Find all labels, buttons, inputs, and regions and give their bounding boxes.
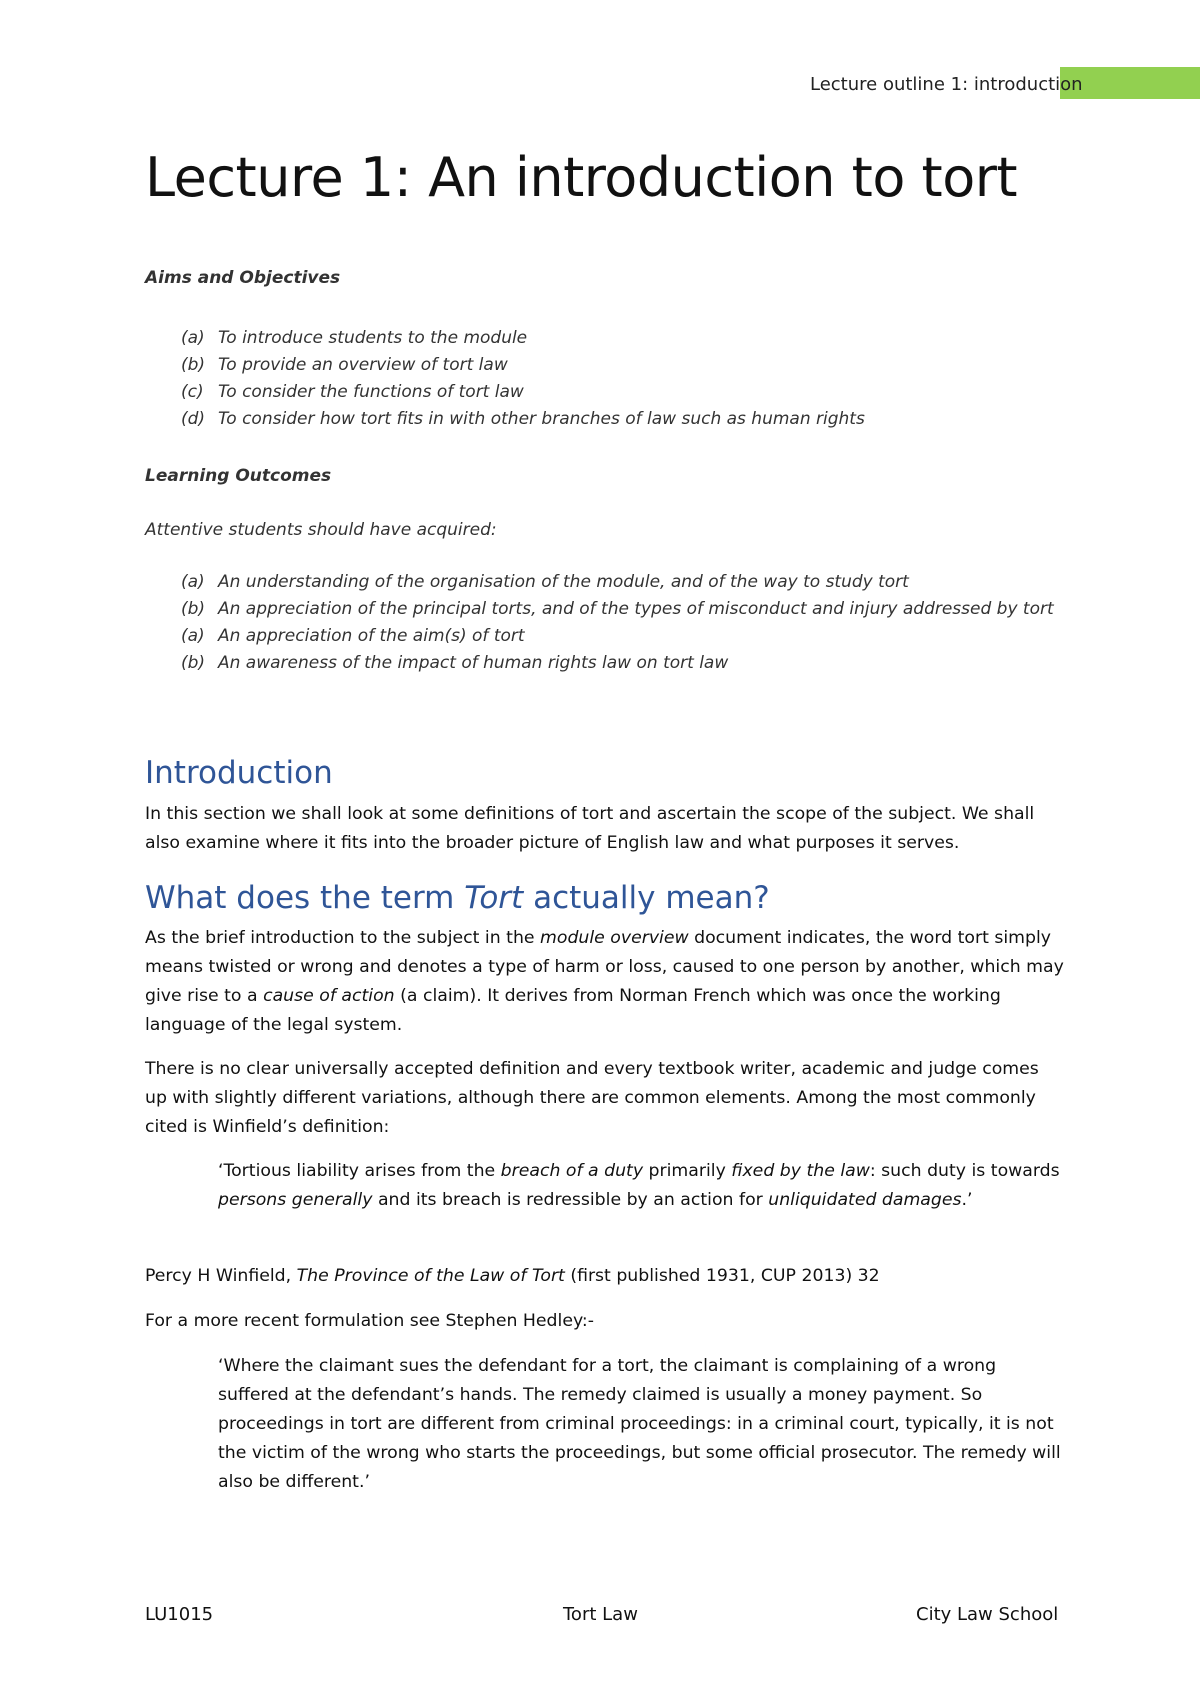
list-item: (c) To consider the functions of tort law (181, 382, 524, 402)
meaning-paragraph-2: There is no clear universally accepted definition and every textbook writer, academic and judge comes up with slightly different variations, although there are common elements. Among the most commonly cited is Winfield’s definition: (145, 1059, 1039, 1137)
outcomes-list (145, 569, 1065, 677)
running-header: Lecture outline 1: introduction (810, 74, 1083, 95)
introduction-heading: Introduction (145, 755, 333, 791)
footer-center: Tort Law (563, 1604, 638, 1625)
list-item: (b) To provide an overview of tort law (181, 355, 508, 375)
hedley-intro: For a more recent formulation see Stephen Hedley:- (145, 1311, 594, 1331)
winfield-citation: Percy H Winfield, The Province of the Law of Tort (first published 1931, CUP 2013) 32 (145, 1266, 880, 1286)
aims-list (145, 325, 1065, 433)
outcomes-intro: Attentive students should have acquired: (145, 520, 497, 540)
aims-heading: Aims and Objectives (145, 268, 341, 288)
meaning-heading: What does the term Tort actually mean? (145, 880, 770, 916)
hedley-quote: ‘Where the claimant sues the defendant for a tort, the claimant is complaining of a wrong suffered at the defendant’s hands. The remedy claimed is usually a money payment. So proceedings in tort are different from criminal proceedings: in a criminal court, typically, it is not the victim of the wrong who starts the proceedings, but some official prosecutor. The remedy will also be different.’ (218, 1356, 1061, 1492)
footer-left: LU1015 (145, 1604, 214, 1625)
winfield-quote: ‘Tortious liability arises from the breach of a duty primarily fixed by the law: such duty is towards persons generally and its breach is redressible by an action for unliquidated damages.’ (218, 1161, 1060, 1210)
list-item: (d) To consider how tort fits in with other branches of law such as human rights (181, 409, 865, 429)
list-item: (b) An appreciation of the principal torts, and of the types of misconduct and injury addressed by tort (181, 599, 1054, 619)
list-item: (b) An awareness of the impact of human rights law on tort law (181, 653, 729, 673)
list-item: (a) An understanding of the organisation of the module, and of the way to study tort (181, 572, 909, 592)
page-title: Lecture 1: An introduction to tort (145, 146, 1018, 209)
outcomes-heading: Learning Outcomes (145, 466, 332, 486)
list-item: (a) An appreciation of the aim(s) of tort (181, 626, 525, 646)
footer-right: City Law School (916, 1604, 1059, 1625)
meaning-paragraph-1: As the brief introduction to the subject in the module overview document indicates, the word tort simply means twisted or wrong and denotes a type of harm or loss, caused to one person by another, which may give rise to a cause of action (a claim). It derives from Norman French which was once the working language of the legal system. (145, 928, 1064, 1035)
list-item: (a) To introduce students to the module (181, 328, 528, 348)
introduction-text: In this section we shall look at some definitions of tort and ascertain the scope of the subject. We shall also examine where it fits into the broader picture of English law and what purposes it serves. (145, 804, 1035, 853)
